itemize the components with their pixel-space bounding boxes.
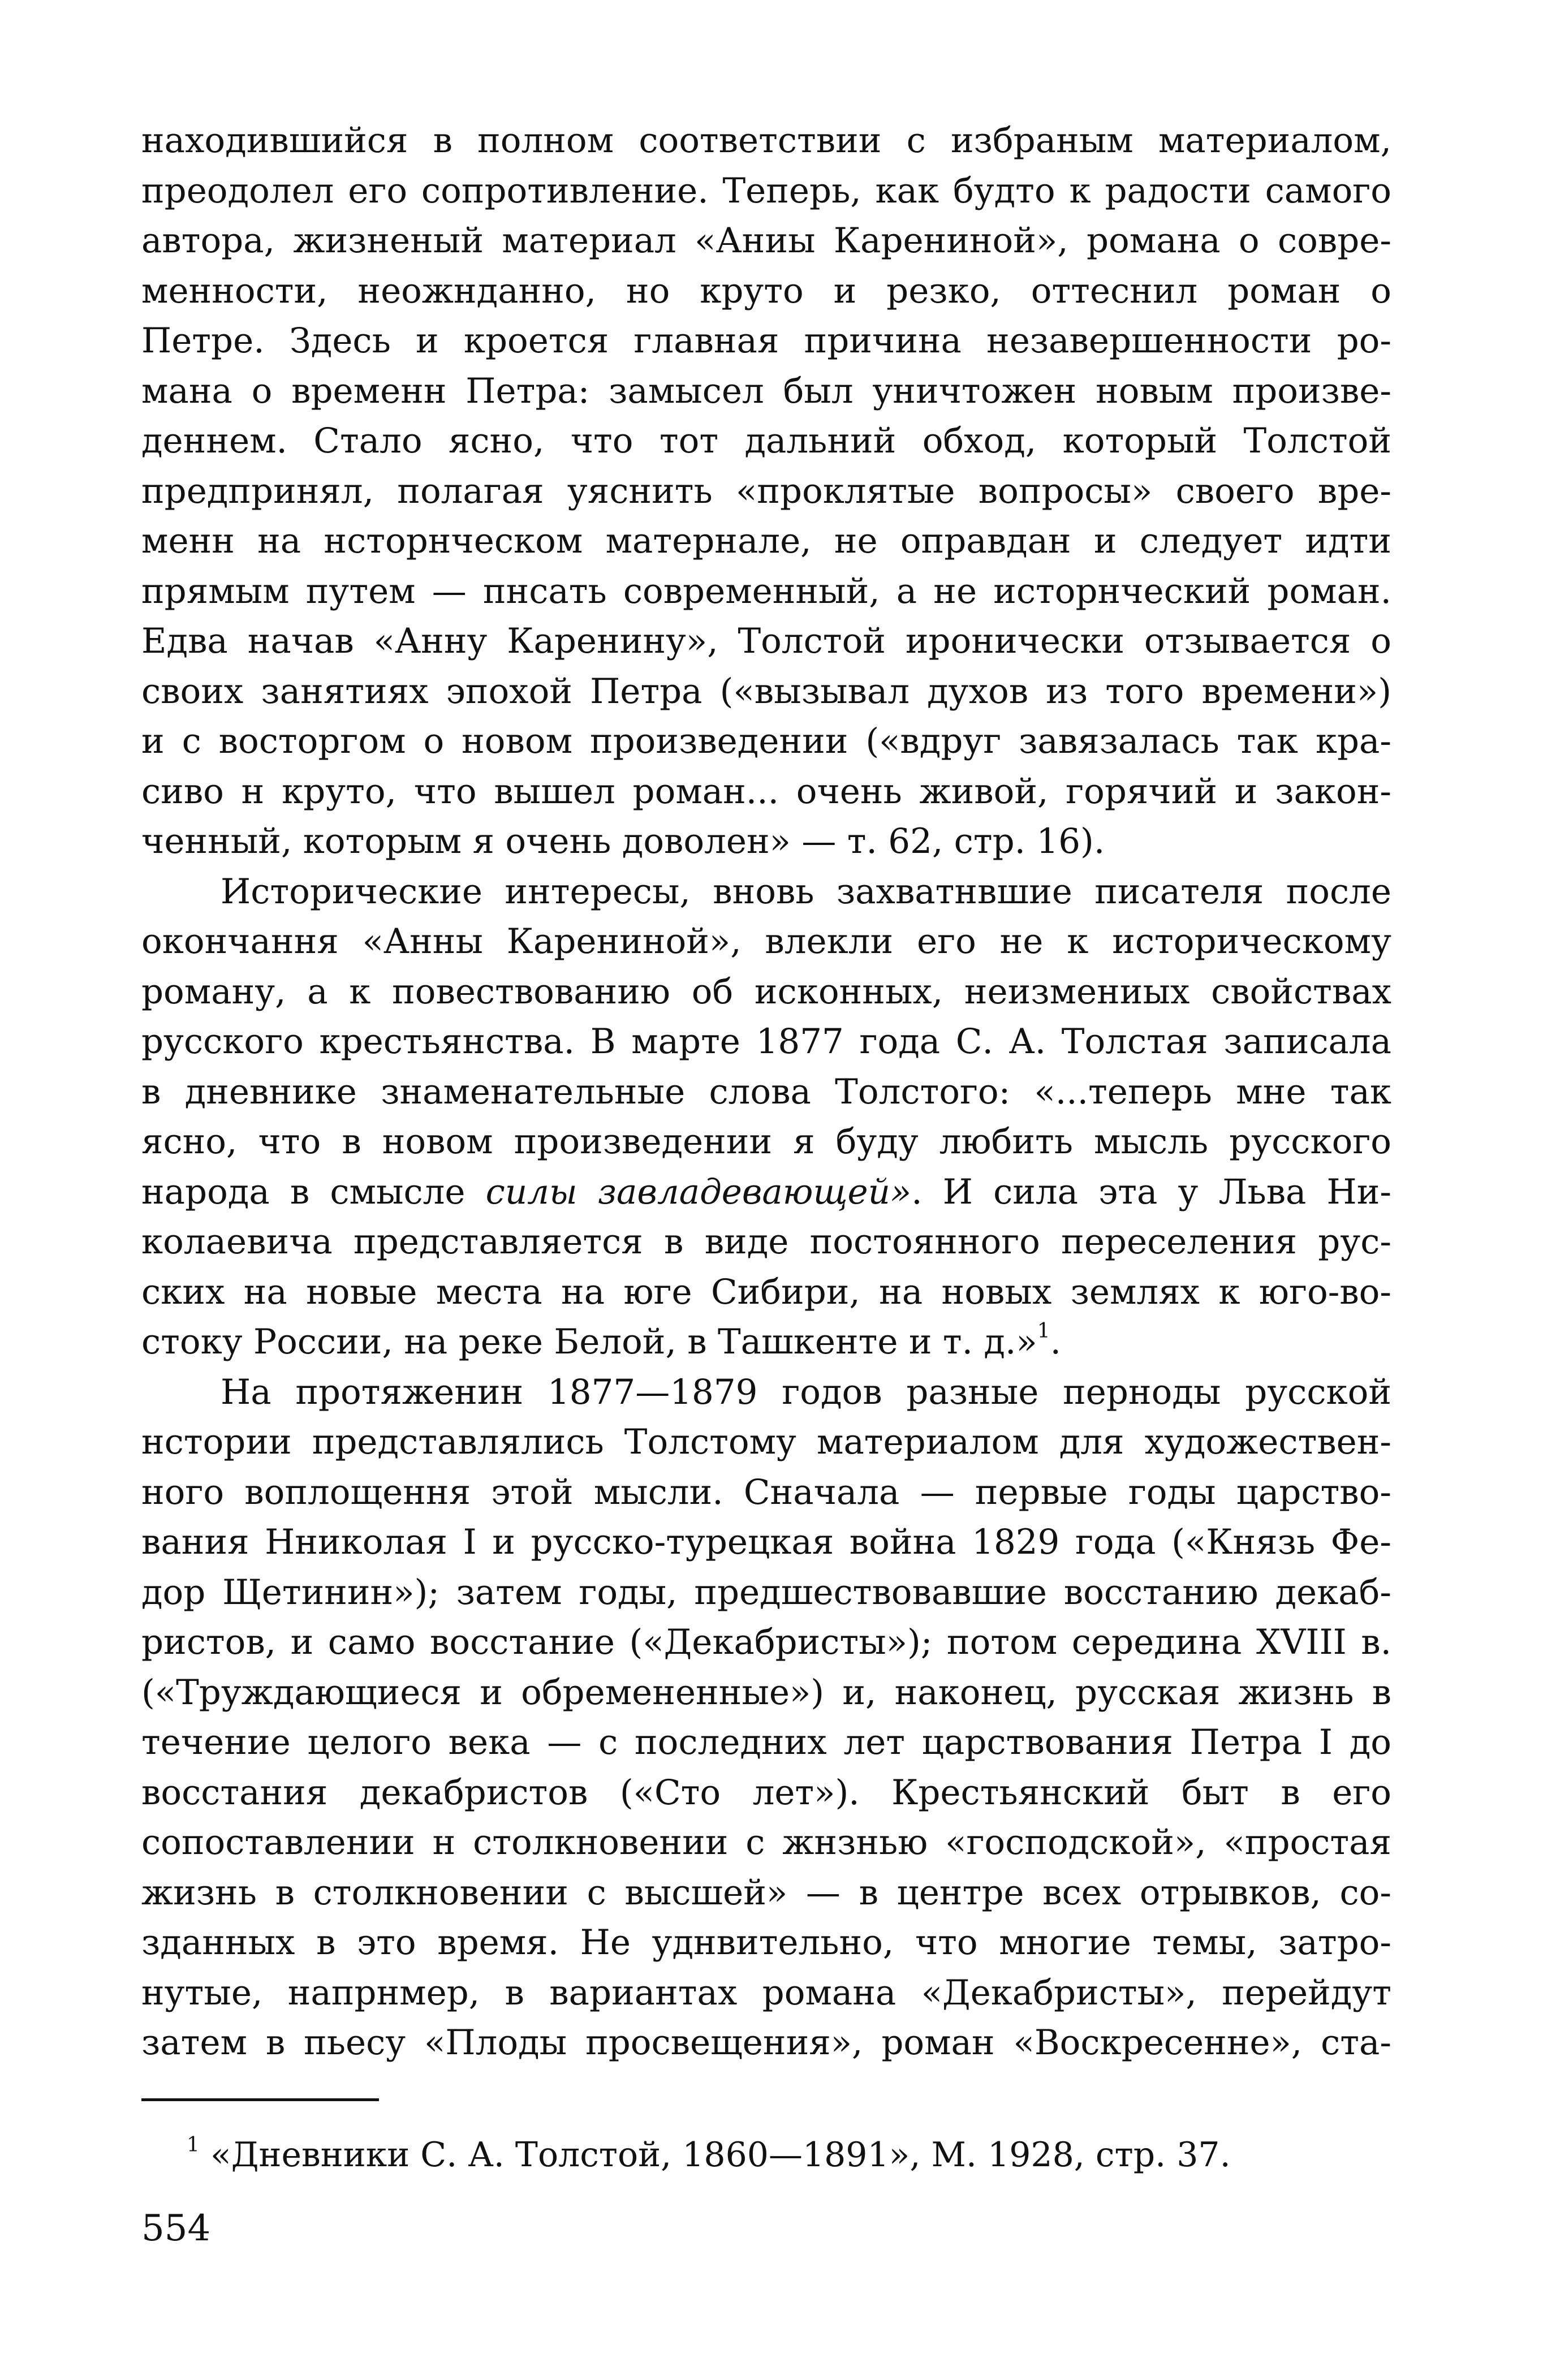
text-line: предпринял, полагая уяснить «проклятые вопросы» своего вре- — [141, 471, 1391, 511]
footnote-reference: 1 — [1037, 1320, 1050, 1343]
text-line: нутые, напрнмер, в вариантах романа «Декабристы», перейдут — [141, 1972, 1391, 2013]
footnote-text: «Дневники С. А. Толстой, 1860—1891», М. 1928, стр. 37. — [210, 2135, 1231, 2175]
text-line: На протяженин 1877—1879 годов разные перноды русской — [221, 1372, 1391, 1412]
footnote-marker: 1 — [187, 2133, 200, 2157]
text-line: менн на нсторнческом матернале, не оправдан и следует идти — [141, 521, 1391, 561]
text-line — [141, 1317, 1391, 1368]
text-line: ристов, и само восстание («Декабристы»); потом середина XVIII в. — [141, 1622, 1391, 1662]
page-number: 554 — [141, 2207, 211, 2249]
text-fragment: народа в смысле — [141, 1171, 466, 1212]
footnote — [187, 2132, 1391, 2178]
text-line: ного воплощення этой мысли. Сначала — первые годы царство- — [141, 1472, 1391, 1512]
text-line: и с восторгом о новом произведении («вдруг завязалась так кра- — [141, 721, 1391, 761]
text-line: Едва начав «Анну Каренину», Толстой иронически отзывается о — [141, 621, 1391, 661]
text-line: колаевича представляется в виде постоянного переселения рус- — [141, 1222, 1391, 1262]
text-line: ских на новые места на юге Сибири, на новых землях к юго-во- — [141, 1271, 1391, 1312]
text-line: восстания декабристов («Сто лет»). Крестьянский быт в его — [141, 1772, 1391, 1813]
text-line: ясно, что в новом произведении я буду любить мысль русского — [141, 1122, 1391, 1162]
text-line: зданных в это время. Не уднвительно, что многие темы, затро- — [141, 1922, 1391, 1963]
text-line: мана о временн Петра: замысел был уничтожен новым произве- — [141, 370, 1391, 411]
text-fragment: стоку России, на реке Белой, в Ташкенте и т. д.» — [141, 1322, 1037, 1362]
text-line: («Труждающиеся и обремененные») и, наконец, русская жизнь в — [141, 1672, 1391, 1713]
text-line: прямым путем — пнсать современный, а не исторнческий роман. — [141, 571, 1391, 611]
text-line — [141, 1167, 1391, 1218]
text-line: окончання «Анны Карениной», влекли его не к историческому — [141, 921, 1391, 962]
text-line: нстории представлялись Толстому материалом для художествен- — [141, 1422, 1391, 1462]
text-line: затем в пьесу «Плоды просвещения», роман «Воскресенне», ста- — [141, 2023, 1391, 2063]
text-line: дор Щетинин»); затем годы, предшествовавшие восстанию декаб- — [141, 1572, 1391, 1612]
italic-emphasis: силы завладевающей» — [485, 1171, 912, 1212]
text-line: сопоставлении н столкновении с жнзнью «господской», «простая — [141, 1822, 1391, 1862]
footnote-divider — [141, 2098, 379, 2101]
text-line: своих занятиях эпохой Петра («вызывал духов из того времени») — [141, 671, 1391, 712]
text-line: автора, жизненый материал «Аниы Карениной», романа о совре- — [141, 221, 1391, 261]
text-line: течение целого века — с последних лет царствования Петра I до — [141, 1722, 1391, 1762]
text-line: Исторические интересы, вновь захватнвшие писателя после — [221, 871, 1391, 912]
text-line: преодолел его сопротивление. Теперь, как будто к радости самого — [141, 170, 1391, 211]
text-line: менности, неожнданно, но круто и резко, оттеснил роман о — [141, 270, 1391, 311]
body-text — [141, 116, 1391, 2068]
text-fragment: . — [1050, 1322, 1062, 1362]
text-line: Петре. Здесь и кроется главная причина незавершенности ро- — [141, 321, 1391, 361]
text-fragment: . И сила эта у Льва Ни- — [911, 1171, 1392, 1212]
text-line: сиво н круто, что вышел роман... очень живой, горячий и закон- — [141, 771, 1391, 812]
text-line: роману, а к повествованию об исконных, неизмениых свойствах — [141, 971, 1391, 1012]
text-line: ченный, которым я очень доволен» — т. 62, стр. 16). — [141, 821, 1105, 861]
text-line: русского крестьянства. В марте 1877 года С. А. Толстая записала — [141, 1021, 1391, 1062]
text-line: в дневнике знаменательные слова Толстого: «...теперь мне так — [141, 1071, 1391, 1112]
text-line: деннем. Стало ясно, что тот дальний обход, который Толстой — [141, 421, 1391, 461]
text-line: вания Нниколая I и русско-турецкая война 1829 года («Князь Фе- — [141, 1522, 1391, 1562]
text-line: находившийся в полном соответствии с избраным материалом, — [141, 120, 1391, 161]
text-line: жизнь в столкновении с высшей» — в центре всех отрывков, со- — [141, 1872, 1391, 1913]
